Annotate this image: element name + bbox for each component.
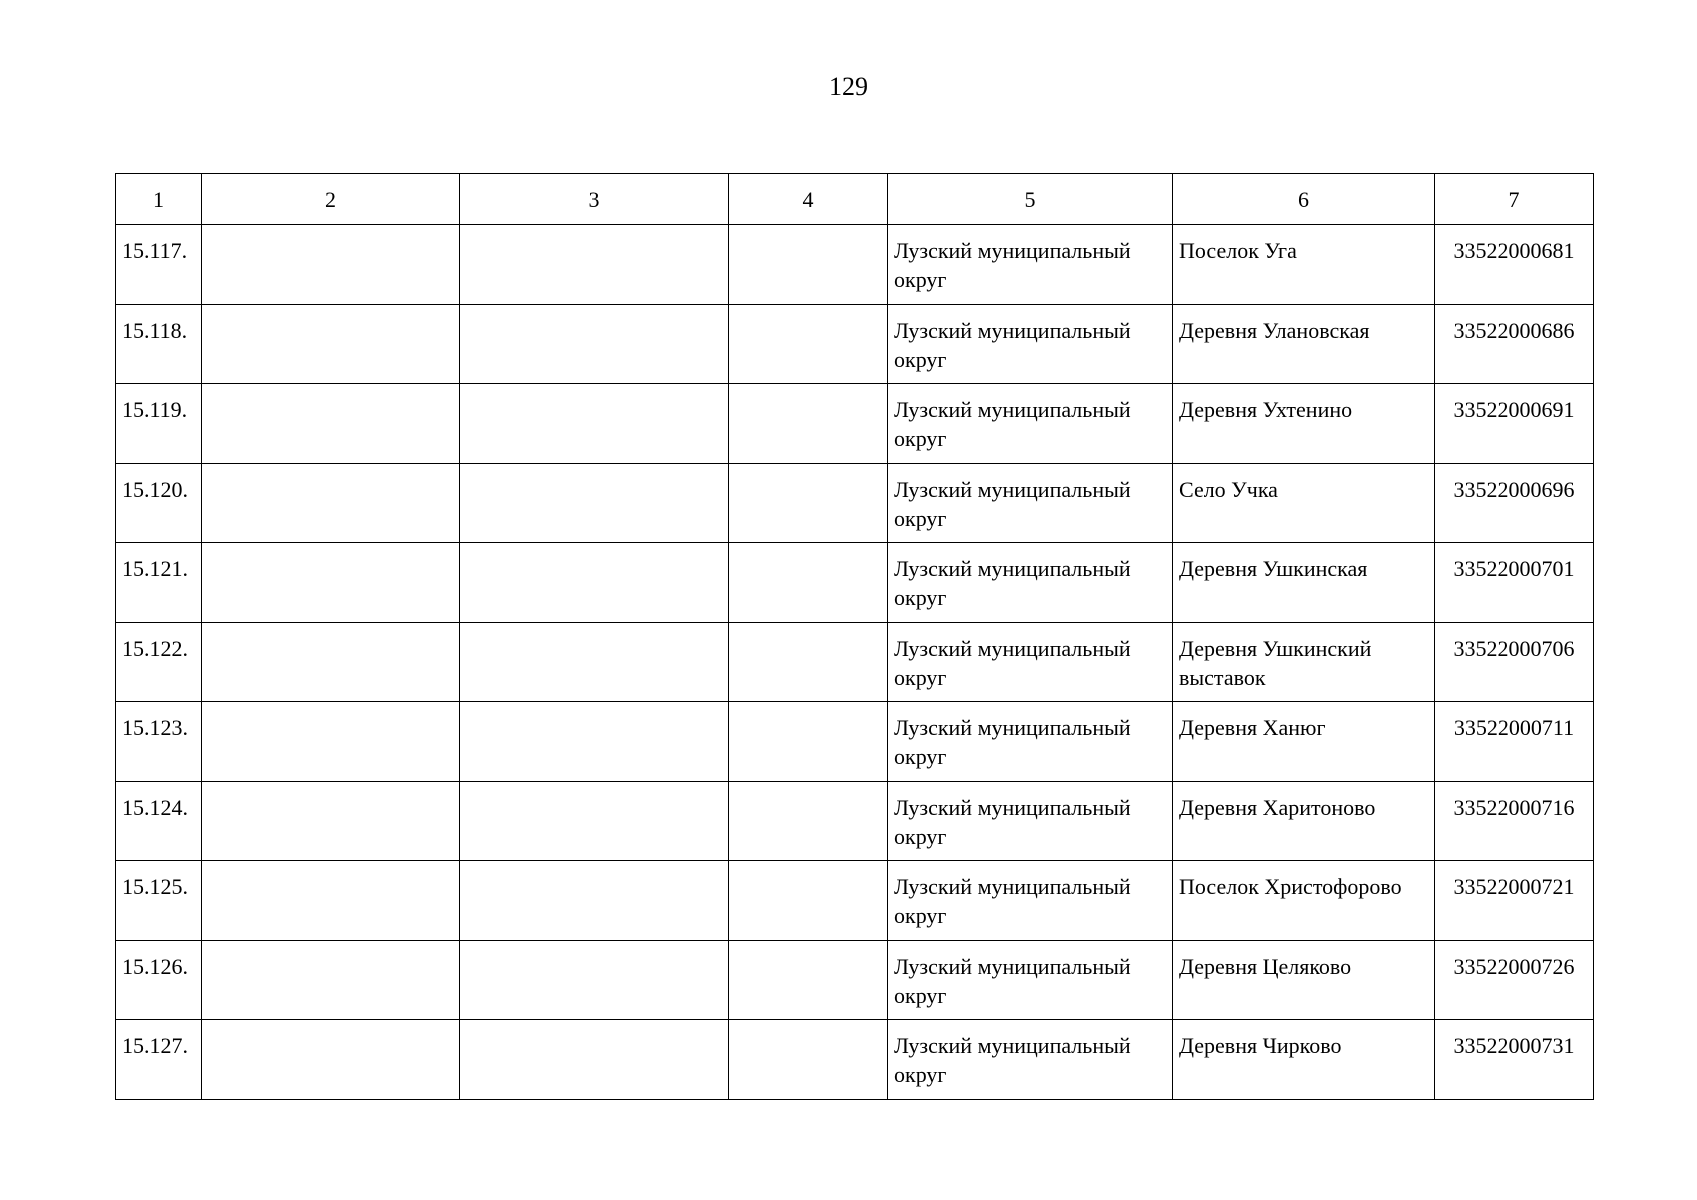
municipality-cell: Лузский муниципальный округ <box>888 1020 1173 1100</box>
table-row <box>116 1020 1594 1100</box>
oktmo-code-cell: 33522000711 <box>1435 702 1594 782</box>
column-2-cell <box>202 781 460 861</box>
table-row <box>116 543 1594 623</box>
settlement-cell: Деревня Улановская <box>1173 304 1435 384</box>
column-header-2: 2 <box>202 174 460 225</box>
row-number-cell: 15.119. <box>116 384 202 464</box>
column-3-cell <box>460 304 729 384</box>
oktmo-code-cell: 33522000686 <box>1435 304 1594 384</box>
column-2-cell <box>202 463 460 543</box>
column-4-cell <box>729 781 888 861</box>
column-header-1: 1 <box>116 174 202 225</box>
settlement-cell: Деревня Ухтенино <box>1173 384 1435 464</box>
row-number-cell: 15.127. <box>116 1020 202 1100</box>
municipality-cell: Лузский муниципальный округ <box>888 702 1173 782</box>
column-2-cell <box>202 702 460 782</box>
column-4-cell <box>729 940 888 1020</box>
oktmo-code-cell: 33522000681 <box>1435 225 1594 305</box>
settlement-cell: Деревня Ханюг <box>1173 702 1435 782</box>
column-4-cell <box>729 543 888 623</box>
municipality-cell: Лузский муниципальный округ <box>888 384 1173 464</box>
column-4-cell <box>729 225 888 305</box>
table-row <box>116 384 1594 464</box>
column-header-3: 3 <box>460 174 729 225</box>
column-2-cell <box>202 940 460 1020</box>
table-row <box>116 463 1594 543</box>
settlement-cell: Деревня Ушкинская <box>1173 543 1435 623</box>
oktmo-code-cell: 33522000691 <box>1435 384 1594 464</box>
column-4-cell <box>729 304 888 384</box>
table-row <box>116 304 1594 384</box>
oktmo-code-cell: 33522000701 <box>1435 543 1594 623</box>
table-row <box>116 861 1594 941</box>
column-4-cell <box>729 463 888 543</box>
column-header-6: 6 <box>1173 174 1435 225</box>
column-3-cell <box>460 463 729 543</box>
oktmo-code-cell: 33522000696 <box>1435 463 1594 543</box>
column-2-cell <box>202 543 460 623</box>
column-4-cell <box>729 1020 888 1100</box>
row-number-cell: 15.124. <box>116 781 202 861</box>
municipality-cell: Лузский муниципальный округ <box>888 781 1173 861</box>
oktmo-code-cell: 33522000716 <box>1435 781 1594 861</box>
column-2-cell <box>202 861 460 941</box>
oktmo-code-cell: 33522000726 <box>1435 940 1594 1020</box>
settlement-cell: Село Учка <box>1173 463 1435 543</box>
column-3-cell <box>460 940 729 1020</box>
row-number-cell: 15.123. <box>116 702 202 782</box>
column-3-cell <box>460 861 729 941</box>
column-4-cell <box>729 702 888 782</box>
column-header-7: 7 <box>1435 174 1594 225</box>
municipality-cell: Лузский муниципальный округ <box>888 622 1173 702</box>
oktmo-code-cell: 33522000706 <box>1435 622 1594 702</box>
column-2-cell <box>202 384 460 464</box>
municipality-cell: Лузский муниципальный округ <box>888 463 1173 543</box>
column-3-cell <box>460 384 729 464</box>
row-number-cell: 15.117. <box>116 225 202 305</box>
column-2-cell <box>202 304 460 384</box>
column-3-cell <box>460 225 729 305</box>
column-3-cell <box>460 1020 729 1100</box>
row-number-cell: 15.121. <box>116 543 202 623</box>
column-4-cell <box>729 861 888 941</box>
row-number-cell: 15.120. <box>116 463 202 543</box>
oktmo-code-cell: 33522000721 <box>1435 861 1594 941</box>
municipality-cell: Лузский муниципальный округ <box>888 940 1173 1020</box>
row-number-cell: 15.125. <box>116 861 202 941</box>
row-number-cell: 15.118. <box>116 304 202 384</box>
column-3-cell <box>460 781 729 861</box>
table-row <box>116 702 1594 782</box>
settlement-cell: Деревня Харитоново <box>1173 781 1435 861</box>
municipality-cell: Лузский муниципальный округ <box>888 304 1173 384</box>
column-3-cell <box>460 543 729 623</box>
table-row <box>116 940 1594 1020</box>
table-row <box>116 781 1594 861</box>
column-2-cell <box>202 622 460 702</box>
municipality-cell: Лузский муниципальный округ <box>888 543 1173 623</box>
column-header-4: 4 <box>729 174 888 225</box>
settlement-cell: Деревня Ушкинский выставок <box>1173 622 1435 702</box>
settlement-cell: Поселок Уга <box>1173 225 1435 305</box>
row-number-cell: 15.122. <box>116 622 202 702</box>
settlement-cell: Деревня Целяково <box>1173 940 1435 1020</box>
column-2-cell <box>202 1020 460 1100</box>
column-4-cell <box>729 622 888 702</box>
municipality-cell: Лузский муниципальный округ <box>888 861 1173 941</box>
column-header-5: 5 <box>888 174 1173 225</box>
column-3-cell <box>460 622 729 702</box>
row-number-cell: 15.126. <box>116 940 202 1020</box>
column-4-cell <box>729 384 888 464</box>
oktmo-code-cell: 33522000731 <box>1435 1020 1594 1100</box>
table-row <box>116 622 1594 702</box>
column-2-cell <box>202 225 460 305</box>
settlement-cell: Поселок Христофорово <box>1173 861 1435 941</box>
settlement-cell: Деревня Чирково <box>1173 1020 1435 1100</box>
municipality-cell: Лузский муниципальный округ <box>888 225 1173 305</box>
table-header-row <box>116 174 1594 225</box>
table-row <box>116 225 1594 305</box>
column-3-cell <box>460 702 729 782</box>
settlements-table <box>115 173 1594 1100</box>
page-number: 129 <box>829 72 868 101</box>
